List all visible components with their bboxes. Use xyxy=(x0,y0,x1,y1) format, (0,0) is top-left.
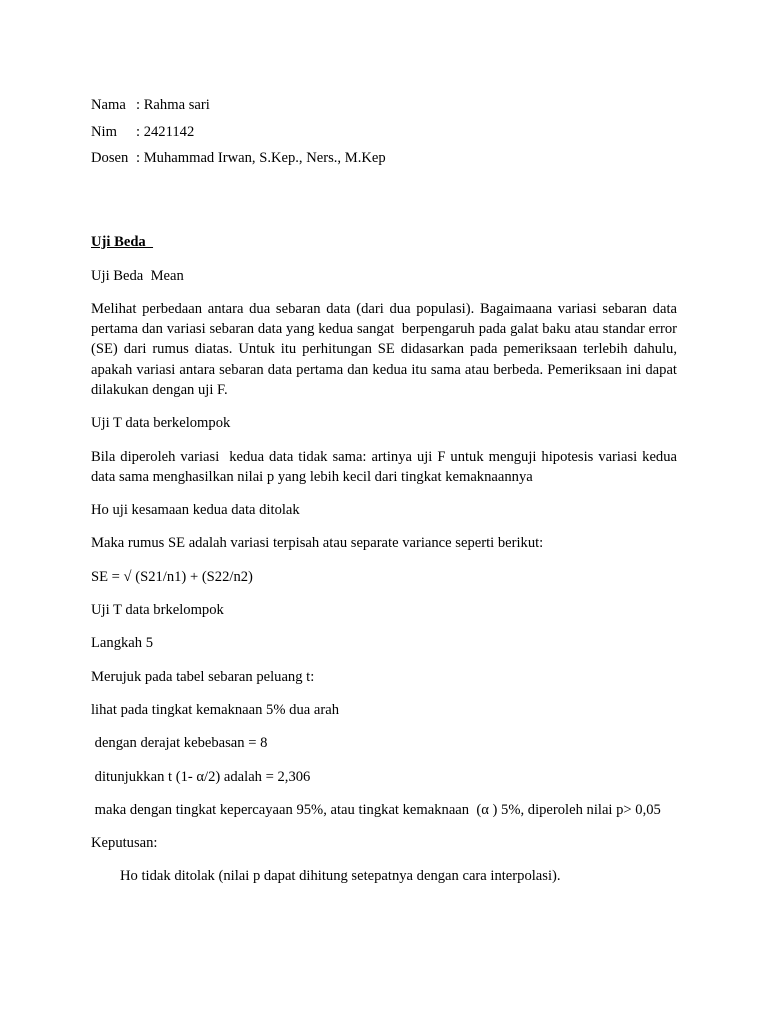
paragraph-step: Langkah 5 xyxy=(91,635,154,652)
paragraph-line: dengan derajat kebebasan = 8 xyxy=(91,735,268,752)
paragraph-line: Maka rumus SE adalah variasi terpisah atau separate variance seperti berikut: xyxy=(91,535,544,552)
info-row-nim xyxy=(91,119,386,146)
paragraph-line: lihat pada tingkat kemaknaan 5% dua arah xyxy=(91,701,339,718)
paragraph-body: Melihat perbedaan antara dua sebaran data (dari dua populasi). Bagaimaana variasi sebaran data pertama dan variasi sebaran data yang kedua sangat berpengaruh pada galat baku atau standar error (SE) dari rumus diatas. Untuk itu perhitungan SE didasarkan pada pemeriksaan terlebih dahulu, apakah variasi antara sebaran data pertama dan kedua itu sama atau berbeda. Pemeriksaan ini dapat dilakukan dengan uji F. xyxy=(91,300,681,398)
section-title: Uji Beda xyxy=(91,233,154,250)
info-value: : Muhammad Irwan, S.Kep., Ners., M.Kep xyxy=(136,150,386,167)
info-row-dosen xyxy=(91,145,386,172)
info-value: : Rahma sari xyxy=(136,97,210,114)
paragraph-heading: Uji T data brkelompok xyxy=(91,602,224,619)
student-info-table xyxy=(91,92,386,172)
info-label: Dosen xyxy=(91,150,129,167)
document-body xyxy=(91,92,681,887)
info-row-name xyxy=(91,92,386,119)
paragraph-heading: Uji T data berkelompok xyxy=(91,415,231,432)
paragraph-subtitle: Uji Beda Mean xyxy=(91,267,184,284)
paragraph-body: maka dengan tingkat kepercayaan 95%, atau tingkat kemaknaan (α ) 5%, diperoleh nilai p> 0,05 xyxy=(91,801,661,818)
info-label: Nim xyxy=(91,123,117,140)
paragraph-heading: Keputusan: xyxy=(91,835,158,852)
paragraph-line: Ho uji kesamaan kedua data ditolak xyxy=(91,502,300,519)
formula-line: SE = √ (S21/n1) + (S22/n2) xyxy=(91,568,253,585)
paragraph-decision: Ho tidak ditolak (nilai p dapat dihitung setepatnya dengan cara interpolasi). xyxy=(120,868,561,885)
paragraph-line: Merujuk pada tabel sebaran peluang t: xyxy=(91,668,315,685)
info-value: : 2421142 xyxy=(136,123,195,140)
paragraph-body: Bila diperoleh variasi kedua data tidak sama: artinya uji F untuk menguji hipotesis variasi kedua data sama menghasilkan nilai p yang lebih kecil dari tingkat kemaknaannya xyxy=(91,448,681,485)
paragraph-line: ditunjukkan t (1- α/2) adalah = 2,306 xyxy=(91,768,311,785)
info-label: Nama xyxy=(91,97,126,114)
